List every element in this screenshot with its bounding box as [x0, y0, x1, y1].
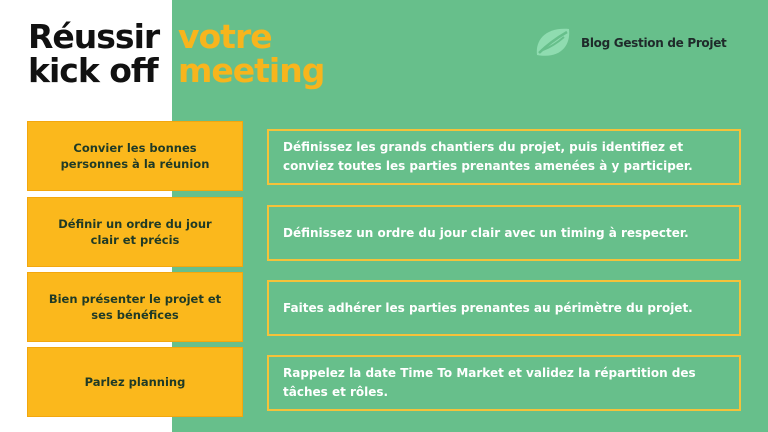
- leaf-logo-icon: [533, 25, 573, 61]
- title-line2-accent: meeting: [178, 51, 325, 90]
- description-box-3: [267, 280, 741, 336]
- title-line2-dark: kick off: [28, 51, 158, 90]
- title-line1-dark: Réussir: [28, 17, 160, 56]
- description-box-2: [267, 205, 741, 261]
- title-line1-accent: votre: [178, 17, 272, 56]
- step-box-4: Parlez planning: [27, 347, 243, 417]
- step-box-1: Convier les bonnes personnes à la réunion: [27, 121, 243, 191]
- description-box-1: [267, 129, 741, 185]
- brand-name: Blog Gestion de Projet: [581, 36, 727, 50]
- step-box-2: Définir un ordre du jour clair et précis: [27, 197, 243, 267]
- description-box-4: [267, 355, 741, 411]
- description-text-4: Rappelez la date Time To Market et validez la répartition des tâches et rôles.: [283, 366, 696, 399]
- description-text-1: Définissez les grands chantiers du projet, puis identifiez et conviez toutes les parties prenantes amenées à y participer.: [283, 140, 693, 173]
- brand-logo: [533, 25, 726, 61]
- description-text-2: Définissez un ordre du jour clair avec un timing à respecter.: [283, 225, 689, 240]
- step-box-3: Bien présenter le projet et ses bénéfices: [27, 272, 243, 342]
- page-title: [28, 17, 325, 90]
- description-text-3: Faites adhérer les parties prenantes au périmètre du projet.: [283, 300, 693, 315]
